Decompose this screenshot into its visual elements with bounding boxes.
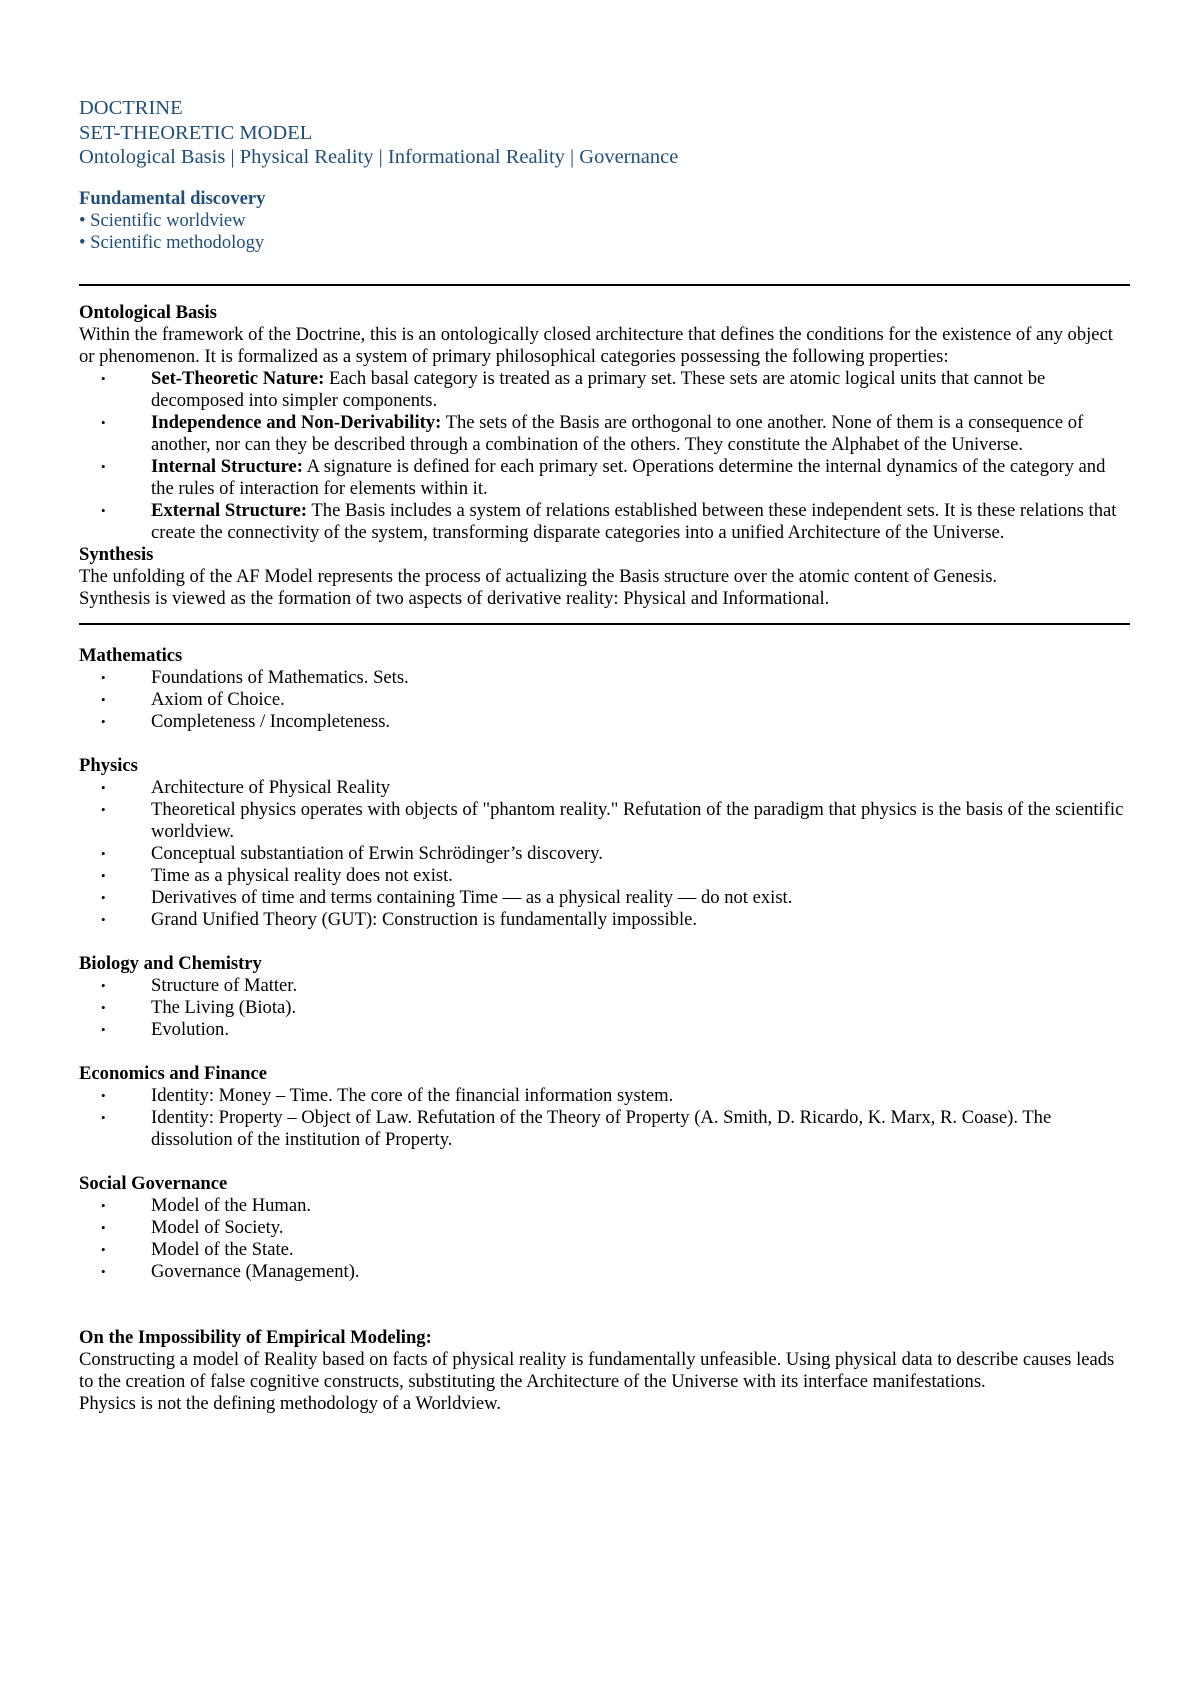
- nav-separator: |: [378, 146, 383, 168]
- property-text: A signature is defined for each primary set. Operations determine the internal dynamics of the category and the rules of interaction for elements within it.: [151, 455, 1106, 499]
- list-item: • Time as a physical reality does not exist.: [79, 865, 1130, 887]
- empirical-paragraph: Physics is not the defining methodology of a Worldview.: [79, 1392, 501, 1414]
- synthesis-title: Synthesis: [79, 543, 154, 565]
- section-physics: [79, 755, 1130, 931]
- section-mathematics: [79, 645, 1130, 733]
- list-item: • Axiom of Choice.: [79, 689, 1130, 711]
- section-biology-chemistry: [79, 953, 1130, 1041]
- section-title: Biology and Chemistry: [79, 952, 262, 974]
- list-item: [79, 500, 1130, 544]
- list-item: • Evolution.: [79, 1019, 1130, 1041]
- fundamental-item-label: Scientific methodology: [90, 231, 265, 253]
- link-informational-reality[interactable]: Informational Reality: [387, 146, 565, 168]
- property-text: The Basis includes a system of relations established between these independent sets. It is these relations that create the connectivity of the system, transforming disparate categories into a unified Architecture of the Universe.: [151, 499, 1117, 543]
- section-title: Economics and Finance: [79, 1062, 268, 1084]
- bullet: •: [79, 231, 86, 253]
- document-page: [79, 96, 1130, 1415]
- list-item: • Derivatives of time and terms containing Time — as a physical reality — do not exist.: [79, 887, 1130, 909]
- synthesis-paragraph: Synthesis is viewed as the formation of two aspects of derivative reality: Physical and Informational.: [79, 587, 830, 609]
- section-social-governance: [79, 1173, 1130, 1283]
- section-economics-finance: [79, 1063, 1130, 1151]
- property-term: Set-Theoretic Nature:: [151, 367, 325, 389]
- nav-separator: |: [230, 146, 235, 168]
- link-governance[interactable]: Governance: [579, 146, 679, 168]
- topic-list: [79, 1085, 1130, 1151]
- list-item: • Architecture of Physical Reality: [79, 777, 1130, 799]
- list-item: • Model of the State.: [79, 1239, 1130, 1261]
- list-item: • Identity: Money – Time. The core of the financial information system.: [79, 1085, 1130, 1107]
- synthesis-paragraph: The unfolding of the AF Model represents the process of actualizing the Basis structure over the atomic content of Genesis.: [79, 565, 998, 587]
- fundamental-discovery-title[interactable]: Fundamental discovery: [79, 187, 266, 209]
- list-item: • Structure of Matter.: [79, 975, 1130, 997]
- list-item: • Model of Society.: [79, 1217, 1130, 1239]
- fundamental-item[interactable]: [79, 232, 1130, 254]
- link-ontological-basis[interactable]: Ontological Basis: [79, 146, 226, 168]
- topic-list: [79, 777, 1130, 931]
- header-nav: [79, 96, 1130, 170]
- list-item: • Foundations of Mathematics. Sets.: [79, 667, 1130, 689]
- property-text: The sets of the Basis are orthogonal to one another. None of them is a consequence of another, nor can they be described through a combination of the others. They constitute the Alphabet of the Universe.: [151, 411, 1084, 455]
- set-theoretic-model-link[interactable]: SET-THEORETIC MODEL: [79, 121, 313, 144]
- property-list: [79, 368, 1130, 544]
- fundamental-item[interactable]: [79, 210, 1130, 232]
- list-item: [79, 368, 1130, 412]
- fundamental-item-label: Scientific worldview: [90, 209, 246, 231]
- list-item: • The Living (Biota).: [79, 997, 1130, 1019]
- topic-list: [79, 1195, 1130, 1283]
- list-item: • Model of the Human.: [79, 1195, 1130, 1217]
- list-item: • Grand Unified Theory (GUT): Construction is fundamentally impossible.: [79, 909, 1130, 931]
- list-item: • Theoretical physics operates with objects of "phantom reality." Refutation of the paradigm that physics is the basis of the scientific worldview.: [79, 799, 1130, 843]
- list-item: • Identity: Property – Object of Law. Refutation of the Theory of Property (A. Smith, D. Ricardo, K. Marx, R. Coase). The dissolution of the institution of Property.: [79, 1107, 1130, 1151]
- bullet: •: [79, 209, 86, 231]
- list-item: • Governance (Management).: [79, 1261, 1130, 1283]
- nav-separator: |: [570, 146, 575, 168]
- section-title: Physics: [79, 754, 138, 776]
- empirical-modeling-section: [79, 1327, 1130, 1415]
- property-term: External Structure:: [151, 499, 308, 521]
- link-physical-reality[interactable]: Physical Reality: [239, 146, 374, 168]
- list-item: [79, 456, 1130, 500]
- list-item: • Completeness / Incompleteness.: [79, 711, 1130, 733]
- topic-list: [79, 975, 1130, 1041]
- ontological-basis-section: [79, 302, 1130, 610]
- property-term: Independence and Non-Derivability:: [151, 411, 442, 433]
- fundamental-discovery: [79, 188, 1130, 254]
- section-title: On the Impossibility of Empirical Modeling:: [79, 1326, 432, 1348]
- section-title: Ontological Basis: [79, 301, 217, 323]
- list-item: • Conceptual substantiation of Erwin Schrödinger’s discovery.: [79, 843, 1130, 865]
- property-text: Each basal category is treated as a primary set. These sets are atomic logical units that cannot be decomposed into simpler components.: [151, 367, 1046, 411]
- property-term: Internal Structure:: [151, 455, 304, 477]
- list-item: [79, 412, 1130, 456]
- section-title: Mathematics: [79, 644, 183, 666]
- section-title: Social Governance: [79, 1172, 228, 1194]
- ontological-intro: Within the framework of the Doctrine, this is an ontologically closed architecture that defines the conditions for the existence of any object or phenomenon. It is formalized as a system of primary philosophical categories possessing the following properties:: [79, 323, 1113, 367]
- section-links: [79, 145, 1130, 170]
- topic-list: [79, 667, 1130, 733]
- empirical-paragraph: Constructing a model of Reality based on facts of physical reality is fundamentally unfeasible. Using physical data to describe causes leads to the creation of false cognitive constructs, substituting the Architecture of the Universe with its interface manifestations.: [79, 1348, 1115, 1392]
- doctrine-link[interactable]: DOCTRINE: [79, 97, 183, 119]
